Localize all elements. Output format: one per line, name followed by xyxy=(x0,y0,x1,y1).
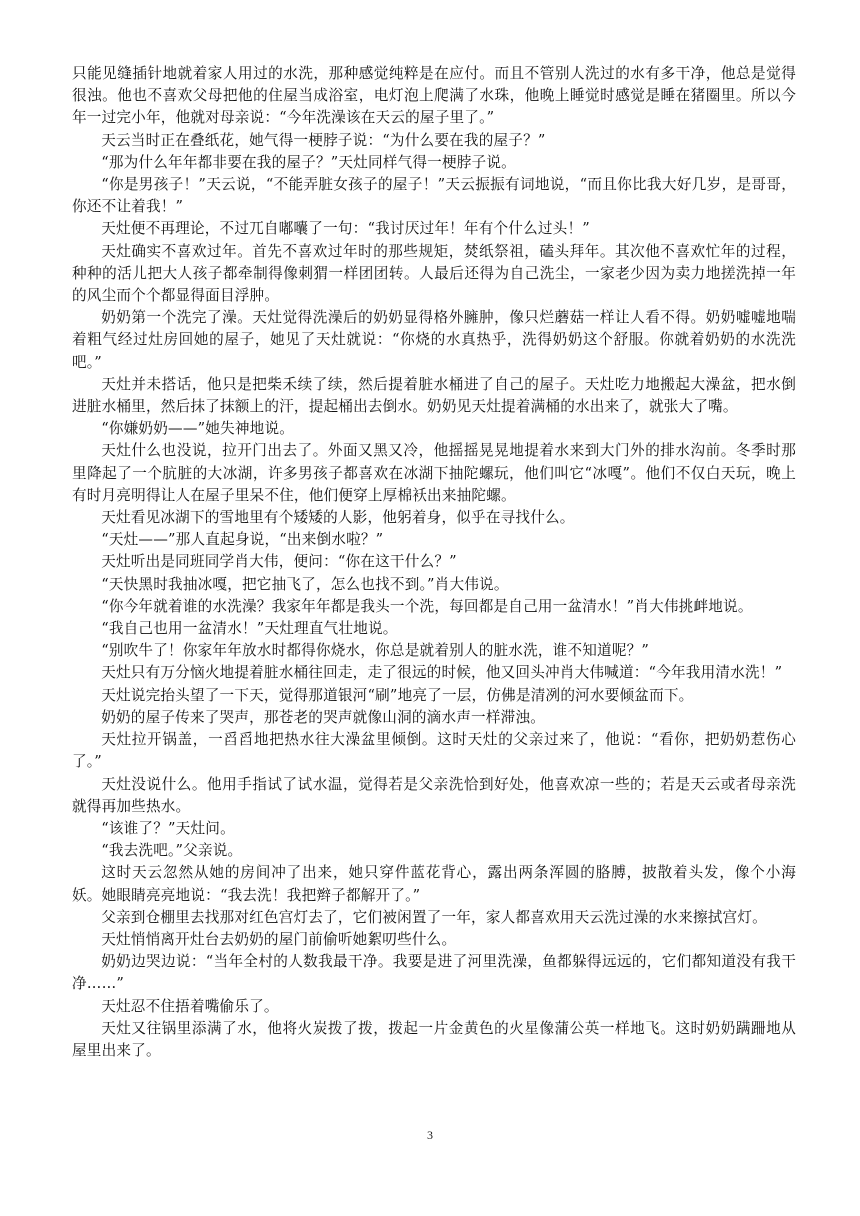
paragraph: 天灶什么也没说，拉开门出去了。外面又黑又冷，他摇摇晃晃地提着水来到大门外的排水沟前。冬季时那里降起了一个肮脏的大冰湖，许多男孩子都喜欢在冰湖下抽陀螺玩，他们叫它“冰嘎”。他们不仅白天玩，晚上有时月亮明得让人在屋子里呆不住，他们便穿上厚棉袄出来抽陀螺。 xyxy=(72,442,796,504)
paragraph: 天灶便不再理论，不过兀自嘟囔了一句：“我讨厌过年！年有个什么过头！” xyxy=(101,220,590,238)
paragraph: “你嫌奶奶——”她失神地说。 xyxy=(101,420,295,438)
paragraph: 天灶听出是同班同学肖大伟，便问：“你在这干什么？” xyxy=(101,553,457,571)
paragraph: “那为什么年年都非要在我的屋子？”天灶同样气得一梗脖子说。 xyxy=(101,153,516,171)
paragraph: 天云当时正在叠纸花，她气得一梗脖子说：“为什么要在我的屋子？” xyxy=(101,131,546,149)
paragraph: “我去洗吧。”父亲说。 xyxy=(101,842,243,860)
paragraph: 天灶忍不住捂着嘴偷乐了。 xyxy=(101,997,279,1015)
paragraph: 天灶看见冰湖下的雪地里有个矮矮的人影，他躬着身，似乎在寻找什么。 xyxy=(101,509,575,527)
paragraph: 天灶没说什么。他用手指试了试水温，觉得若是父亲洗恰到好处，他喜欢凉一些的；若是天云或者母亲洗就得再加些热水。 xyxy=(72,775,796,815)
body-text xyxy=(72,63,796,1062)
paragraph: 天灶确实不喜欢过年。首先不喜欢过年时的那些规矩，焚纸祭祖，磕头拜年。其次他不喜欢忙年的过程，种种的活儿把大人孩子都牵制得像刺猬一样团团转。人最后还得为自己洗尘，一家老少因为卖力地搓洗掉一年的风尘而个个都显得面目浮肿。 xyxy=(72,242,796,305)
paragraph: 这时天云忽然从她的房间冲了出来，她只穿件蓝花背心，露出两条浑圆的胳膊，披散着头发，像个小海妖。她眼睛亮亮地说：“我去洗！我把辫子都解开了。” xyxy=(72,864,796,904)
paragraph: 奶奶的屋子传来了哭声，那苍老的哭声就像山洞的滴水声一样滞浊。 xyxy=(101,708,546,726)
paragraph: 天灶并未搭话，他只是把柴禾续了续，然后提着脏水桶进了自己的屋子。天灶吃力地搬起大澡盆，把水倒进脏水桶里，然后抹了抹额上的汗，提起桶出去倒水。奶奶见天灶提着满桶的水出来了，就张大了嘴。 xyxy=(72,375,796,416)
paragraph: 父亲到仓棚里去找那对红色宫灯去了，它们被闲置了一年，家人都喜欢用天云洗过澡的水来擦拭宫灯。 xyxy=(101,908,767,926)
paragraph: 奶奶边哭边说：“当年全村的人数我最干净。我要是进了河里洗澡，鱼都躲得远远的，它们都知道没有我干净……” xyxy=(72,953,796,993)
paragraph: “天灶——”那人直起身说，“出来倒水啦？” xyxy=(101,531,384,549)
paragraph: “该谁了？”天灶问。 xyxy=(101,819,235,837)
paragraph: 天灶说完抬头望了一下天，觉得那道银河“刷”地亮了一层，仿佛是清冽的河水要倾盆而下。 xyxy=(101,686,694,704)
paragraph: 天灶又往锅里添满了水，他将火炭拨了拨，拨起一片金黄色的火星像蒲公英一样地飞。这时奶奶蹒跚地从屋里出来了。 xyxy=(72,1019,796,1059)
paragraph: “你今年就着谁的水洗澡？我家年年都是我头一个洗，每回都是自己用一盆清水！”肖大伟挑衅地说。 xyxy=(101,597,753,615)
paragraph: 天灶悄悄离开灶台去奶奶的屋门前偷听她絮叨些什么。 xyxy=(101,930,457,948)
paragraph: “我自己也用一盆清水！”天灶理直气壮地说。 xyxy=(101,620,398,638)
paragraph: 天灶只有万分恼火地提着脏水桶往回走，走了很远的时候，他又回头冲肖大伟喊道：“今年我用清水洗！” xyxy=(101,664,783,682)
paragraph: “天快黑时我抽冰嘎，把它抽飞了，怎么也找不到。”肖大伟说。 xyxy=(101,575,509,593)
paragraph: 只能见缝插针地就着家人用过的水洗，那种感觉纯粹是在应付。而且不管别人洗过的水有多干净，他总是觉得很浊。他也不喜欢父母把他的住屋当成浴室，电灯泡上爬满了水珠，他晚上睡觉时感觉是睡在猪圈里。所以今年一过完小年，他就对母亲说：“今年洗澡该在天云的屋子里了。” xyxy=(72,65,796,127)
paragraph: 奶奶第一个洗完了澡。天灶觉得洗澡后的奶奶显得格外臃肿，像只烂蘑菇一样让人看不得。奶奶嘘嘘地喘着粗气经过灶房回她的屋子，她见了天灶就说：“你烧的水真热乎，洗得奶奶这个舒服。你就着奶奶的水洗洗吧。” xyxy=(72,309,796,371)
paragraph: “别吹牛了！你家年年放水时都得你烧水，你总是就着别人的脏水洗，谁不知道呢？” xyxy=(101,642,650,660)
page-number: 3 xyxy=(427,1128,433,1142)
paragraph: “你是男孩子！”天云说，“不能弄脏女孩子的屋子！”天云振振有词地说，“而且你比我大好几岁，是哥哥，你还不让着我！” xyxy=(72,176,796,216)
paragraph: 天灶拉开锅盖，一舀舀地把热水往大澡盆里倾倒。这时天灶的父亲过来了，他说：“看你，把奶奶惹伤心了。” xyxy=(72,731,796,771)
